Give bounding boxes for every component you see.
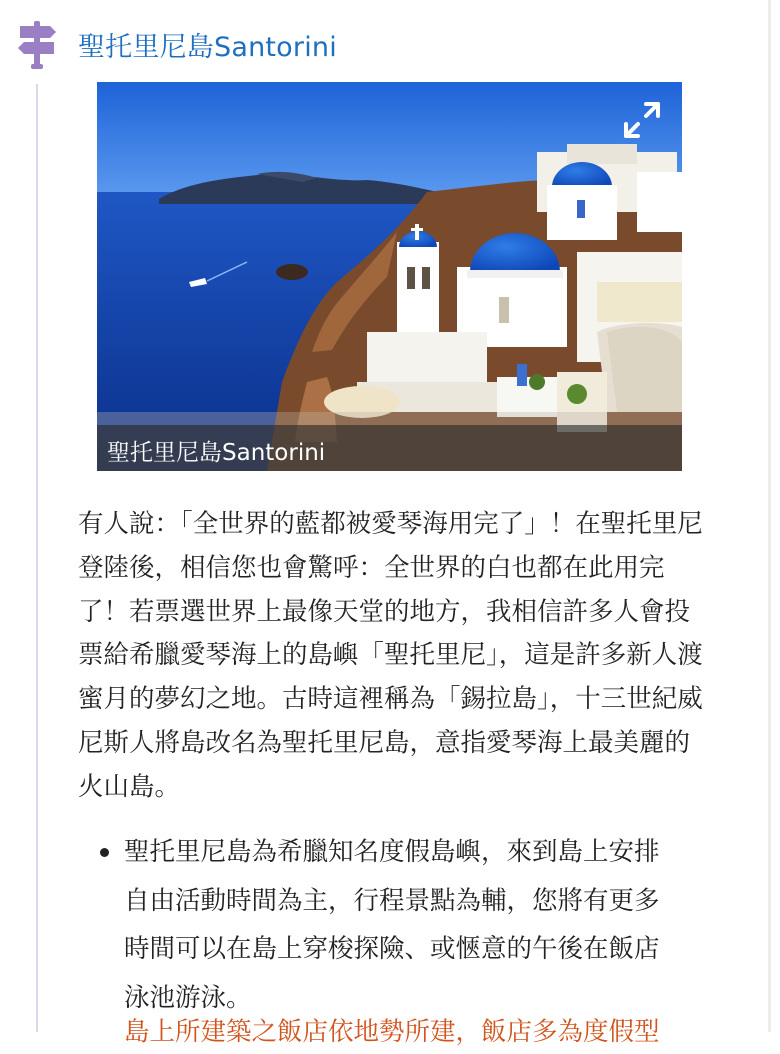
section-title: 聖托里尼島Santorini	[78, 31, 337, 63]
intro-paragraph	[78, 503, 750, 810]
photo-caption-bar	[97, 425, 682, 471]
bullet-line: 聖托里尼島為希臘知名度假島嶼，來到島上安排	[124, 837, 660, 867]
list-item	[78, 828, 758, 1022]
paragraph-line: 尼斯人將島改名為聖托里尼島，意指愛琴海上最美麗的	[78, 727, 691, 758]
paragraph-line: 火山島。	[78, 771, 181, 802]
page-right-border	[768, 0, 771, 1032]
bullet-line: 泳池游泳。	[124, 982, 252, 1013]
santorini-photo-art	[97, 82, 682, 471]
bullet-dot	[100, 848, 109, 857]
bullet-line: 自由活動時間為主，行程景點為輔，您將有更多	[124, 885, 660, 916]
photo-caption: 聖托里尼島Santorini	[107, 440, 326, 466]
santorini-photo[interactable]	[97, 82, 682, 471]
expand-icon[interactable]	[620, 98, 664, 142]
signpost-icon	[14, 18, 60, 70]
bullet-list	[78, 828, 758, 1022]
paragraph-line: 登陸後，相信您也會驚呼：全世界的白也都在此用完	[78, 552, 665, 583]
timeline-line	[36, 84, 38, 1032]
paragraph-line: 票給希臘愛琴海上的島嶼「聖托里尼」，這是許多新人渡	[78, 640, 703, 671]
paragraph-line: 蜜月的夢幻之地。古時這裡稱為「錫拉島」，十三世紀威	[78, 684, 703, 715]
section-header	[14, 18, 337, 70]
paragraph-line: 了！若票選世界上最像天堂的地方，我相信許多人會投	[78, 596, 691, 627]
paragraph-line: 有人說：「全世界的藍都被愛琴海用完了」！在聖托里尼	[78, 509, 703, 539]
bullet-line: 時間可以在島上穿梭探險、或愜意的午後在飯店	[124, 934, 660, 964]
next-bullet-partial: 島上所建築之飯店依地勢所建，飯店多為度假型	[124, 1017, 660, 1047]
